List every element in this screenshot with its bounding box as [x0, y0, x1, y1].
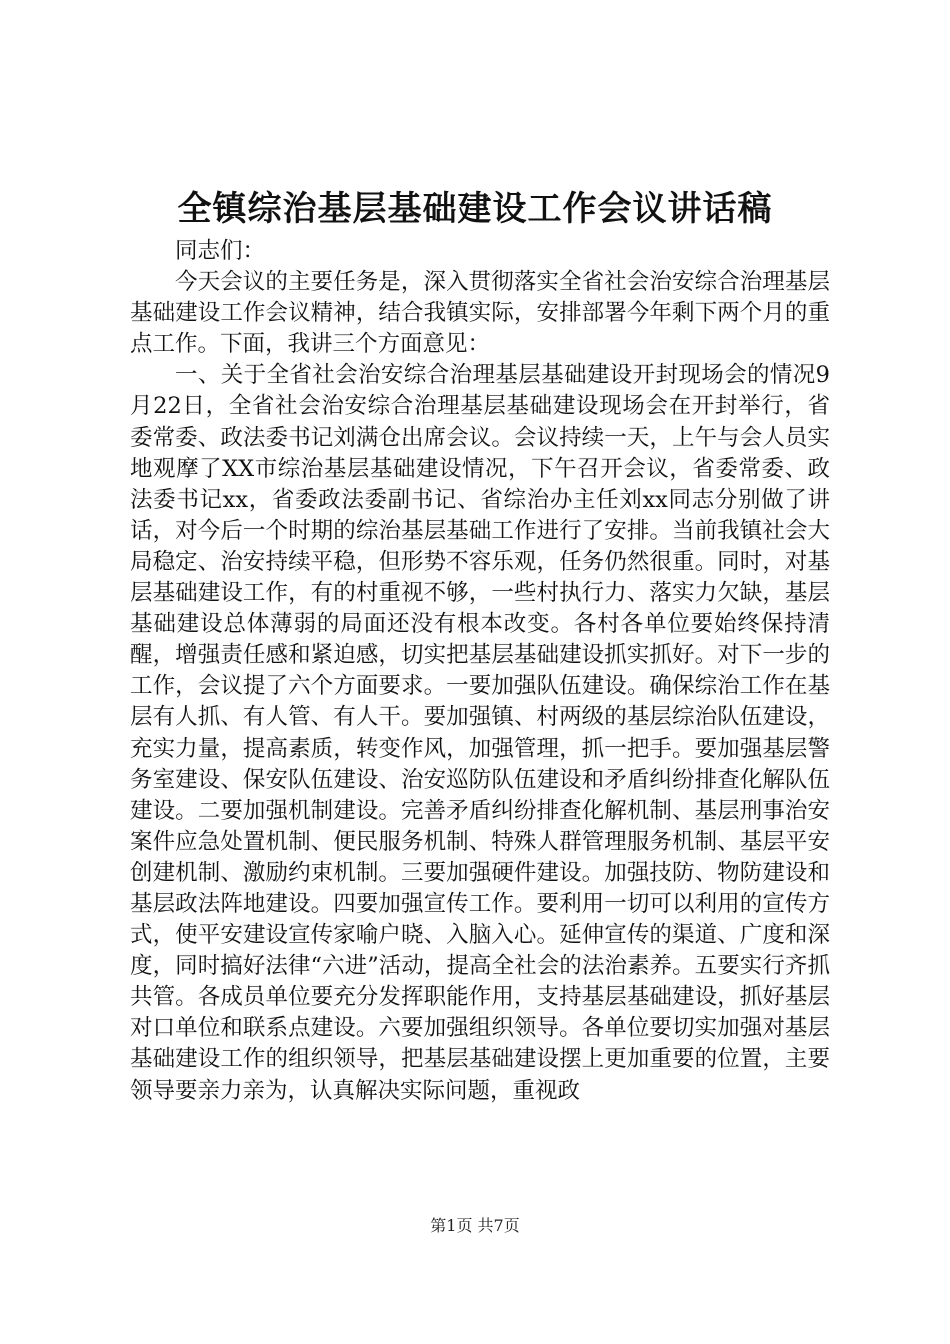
document-body — [130, 236, 830, 1107]
document-title: 全镇综治基层基础建设工作会议讲话稿 — [177, 189, 773, 229]
paragraph: 今天会议的主要任务是，深入贯彻落实全省社会治安综合治理基层基础建设工作会议精神，结合我镇实际，安排部署今年剩下两个月的重点工作。下面，我讲三个方面意见： — [130, 269, 830, 358]
salutation: 同志们： — [175, 238, 266, 264]
page-number: 第1页 共7页 — [430, 1216, 520, 1235]
paragraph: 一、关于全省社会治安综合治理基层基础建设开封现场会的情况9月22日，全省社会治安综合治理基层基础建设现场会在开封举行，省委常委、政法委书记刘满仓出席会议。会议持续一天，上午与会人员实地观摩了XX市综治基层基础建设情况，下午召开会议，省委常委、政法委书记xx，省委政法委副书记、省综治办主任刘xx同志分别做了讲话，对今后一个时期的综治基层基础工作进行了安排。当前我镇社会大局稳定、治安持续平稳，但形势不容乐观，任务仍然很重。同时，对基层基础建设工作，有的村重视不够，一些村执行力、落实力欠缺，基层基础建设总体薄弱的局面还没有根本改变。各村各单位要始终保持清醒，增强责任感和紧迫感，切实把基层基础建设抓实抓好。对下一步的工作，会议提了六个方面要求。一要加强队伍建设。确保综治工作在基层有人抓、有人管、有人干。要加强镇、村两级的基层综治队伍建设，充实力量，提高素质，转变作风，加强管理，抓一把手。要加强基层警务室建设、保安队伍建设、治安巡防队伍建设和矛盾纠纷排查化解队伍建设。二要加强机制建设。完善矛盾纠纷排查化解机制、基层刑事治安案件应急处置机制、便民服务机制、特殊人群管理服务机制、基层平安创建机制、激励约束机制。三要加强硬件建设。加强技防、物防建设和基层政法阵地建设。四要加强宣传工作。要利用一切可以利用的宣传方式，使平安建设宣传家喻户晓、入脑入心。延伸宣传的渠道、广度和深度，同时搞好法律“六进”活动，提高全社会的法治素养。五要实行齐抓共管。各成员单位要充分发挥职能作用，支持基层基础建设，抓好基层对口单位和联系点建设。六要加强组织领导。各单位要切实加强对基层基础建设工作的组织领导，把基层基础建设摆上更加重要的位置，主要领导要亲力亲为，认真解决实际问题，重视政 — [130, 362, 830, 1104]
